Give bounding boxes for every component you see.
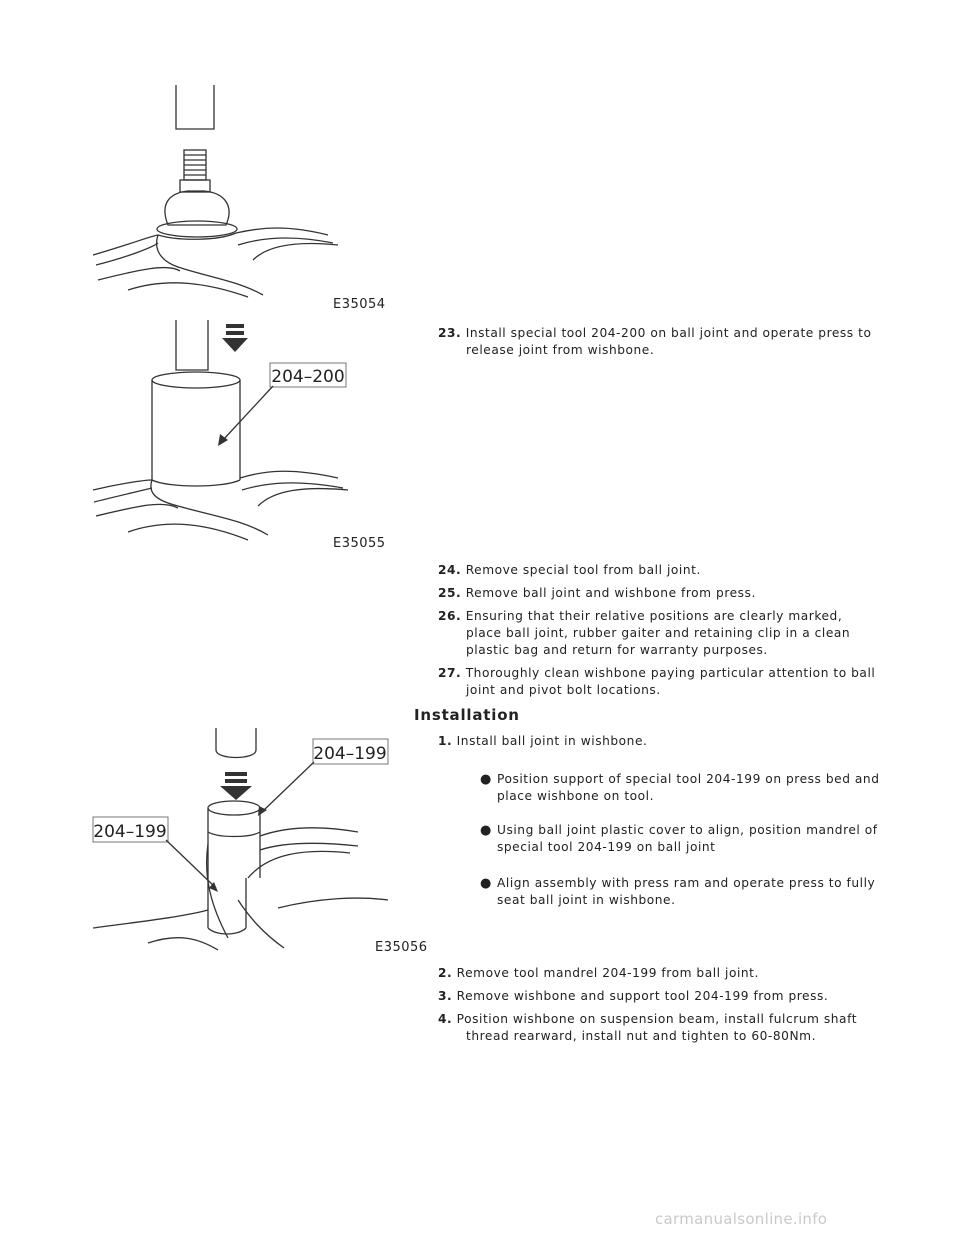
- figure-id: E35056: [375, 940, 428, 955]
- ball-joint-installation-illustration: [88, 728, 393, 963]
- step-25: 25. Remove ball joint and wishbone from press.: [438, 586, 756, 600]
- step-24: 24. Remove special tool from ball joint.: [438, 563, 701, 577]
- section-heading-installation: Installation: [414, 706, 520, 724]
- bullet-dot-icon: ●: [480, 772, 492, 787]
- figure-e35055: [88, 320, 386, 552]
- callout-204-199-top: 204–199: [313, 744, 387, 764]
- figure-e35054: [88, 85, 386, 312]
- bullet-dot-icon: ●: [480, 823, 492, 838]
- figure-id: E35054: [333, 297, 386, 312]
- install-step-2: 2. Remove tool mandrel 204-199 from ball joint.: [438, 966, 759, 980]
- callout-204-200: 204–200: [271, 367, 345, 387]
- ball-joint-in-press-illustration: [88, 85, 338, 300]
- step-23: 23. Install special tool 204-200 on ball joint and operate press to release joint from wishbone.: [438, 326, 872, 357]
- callout-204-199-left: 204–199: [93, 822, 167, 842]
- step-26: 26. Ensuring that their relative positions are clearly marked, place ball joint, rubber gaiter and retaining clip in a clean plastic bag and return for warranty purposes.: [438, 609, 851, 657]
- install-step-3: 3. Remove wishbone and support tool 204-199 from press.: [438, 989, 829, 1003]
- bullet-item: ● Position support of special tool 204-199 on press bed and place wishbone on tool.: [480, 772, 880, 803]
- ball-joint-removal-illustration: [88, 320, 378, 552]
- figure-id: E35055: [333, 536, 386, 551]
- install-step-4: 4. Position wishbone on suspension beam, install fulcrum shaft thread rearward, install nut and tighten to 60-80Nm.: [438, 1012, 858, 1043]
- step-27: 27. Thoroughly clean wishbone paying particular attention to ball joint and pivot bolt locations.: [438, 666, 876, 697]
- install-step-1: 1. Install ball joint in wishbone.: [438, 734, 648, 748]
- bullet-dot-icon: ●: [480, 876, 492, 891]
- figure-e35056: [88, 728, 428, 963]
- bullet-item: ● Using ball joint plastic cover to align, position mandrel of special tool 204-199 on ball joint: [480, 823, 878, 854]
- watermark-text: carmanualsonline.info: [655, 1210, 828, 1228]
- bullet-item: ● Align assembly with press ram and operate press to fully seat ball joint in wishbone.: [480, 876, 876, 907]
